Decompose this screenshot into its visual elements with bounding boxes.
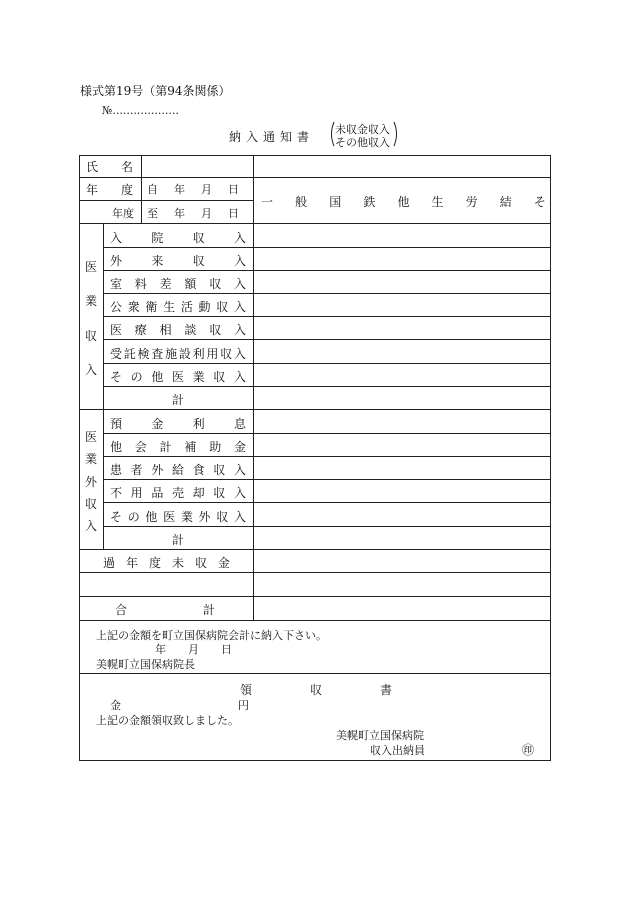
item-patient-meal-income: 患 者 外 給 食 収 入 xyxy=(110,463,246,477)
non-medical-income-group-label: 医 業 外 収 入 xyxy=(84,430,97,533)
item-other-non-medical-income: そ の 他 医 業 外 収 入 xyxy=(110,510,246,524)
prior-year-receivable-label: 過 年 度 未 収 金 xyxy=(103,556,230,570)
period-from: 自 年 月 日 xyxy=(147,183,239,196)
issuer-name: 美幌町立国保病院長 xyxy=(96,658,195,671)
payment-instruction-text: 上記の金額を町立国保病院会計に納入下さい。 xyxy=(96,629,327,642)
amount-label: 金 xyxy=(110,699,121,712)
item-medical-consultation-income: 医 療 相 談 収 入 xyxy=(110,323,246,337)
cashier-label: 収入出納員 xyxy=(370,744,425,757)
form-number: 様式第19号（第94条関係） xyxy=(80,84,231,98)
medical-income-total-label: 計 xyxy=(172,393,185,407)
non-medical-income-total-label: 計 xyxy=(172,533,185,547)
item-room-difference-income: 室 料 差 額 収 入 xyxy=(110,277,246,291)
income-type-bracket xyxy=(329,121,399,147)
fiscal-year-label-2: 年度 xyxy=(112,207,134,220)
item-surplus-sales-income: 不 用 品 売 却 収 入 xyxy=(110,486,246,500)
receiving-hospital: 美幌町立国保病院 xyxy=(336,729,424,742)
income-type-other: その他収入 xyxy=(335,136,390,149)
item-public-health-income: 公 衆 衛 生 活 動 収 入 xyxy=(110,300,246,314)
item-other-account-subsidy: 他 会 計 補 助 金 xyxy=(110,440,246,454)
medical-income-group-label: 医 業 収 入 xyxy=(84,260,97,377)
name-label: 氏 名 xyxy=(86,160,133,174)
income-type-unpaid: 未収金収入 xyxy=(335,123,390,136)
item-contract-testing-income: 受 託 検 査 施 設 利 用 収 入 xyxy=(110,347,246,361)
receipt-confirmation-text: 上記の金額領収致しました。 xyxy=(96,714,239,727)
period-to: 至 年 月 日 xyxy=(147,207,239,220)
item-deposit-interest: 預 金 利 息 xyxy=(110,417,246,431)
fiscal-year-label: 年 度 xyxy=(86,183,133,197)
description-text: 一 般 国 鉄 他 生 労 結 そ xyxy=(261,195,546,209)
yen-label: 円 xyxy=(238,699,249,712)
grand-total-label: 合 計 xyxy=(115,603,215,617)
receipt-title: 領 収 書 xyxy=(240,683,392,697)
notice-date: 年 月 日 xyxy=(155,643,232,656)
seal-icon: ㊞ xyxy=(522,743,535,757)
document-title: 納 入 通 知 書 xyxy=(229,130,309,144)
item-inpatient-income: 入 院 収 入 xyxy=(110,231,246,245)
item-other-medical-income: そ の 他 医 業 収 入 xyxy=(110,370,246,384)
item-outpatient-income: 外 来 収 入 xyxy=(110,254,246,268)
document-number-field: №................... xyxy=(102,104,179,117)
